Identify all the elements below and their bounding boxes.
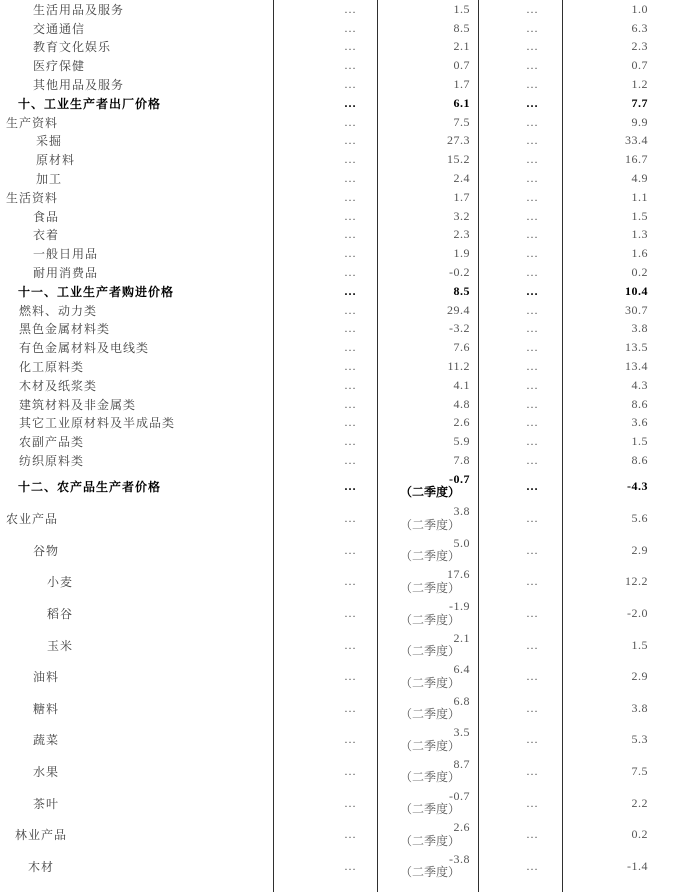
ellipsis-cell-2: …: [526, 39, 538, 54]
value-number: 3.5: [453, 725, 470, 740]
value-cell-2: 2.2: [631, 795, 648, 810]
row-label: 耐用消费品: [33, 266, 99, 281]
ellipsis-cell-1: …: [344, 265, 356, 280]
table-row: [0, 357, 678, 376]
row-label: 一般日用品: [33, 247, 99, 262]
row-label: 采掘: [36, 134, 63, 149]
ellipsis-cell-1: …: [344, 321, 356, 336]
table-row: [0, 113, 678, 132]
value-cell-2: 5.6: [631, 511, 648, 526]
value-number: 2.6: [453, 820, 470, 835]
ellipsis-cell-2: …: [526, 302, 538, 317]
value-cell-1: 8.5: [453, 283, 470, 298]
value-cell-1: [377, 756, 478, 788]
value-cell-2: 16.7: [625, 152, 648, 167]
value-cell-2: 2.9: [631, 669, 648, 684]
ellipsis-cell-2: …: [526, 321, 538, 336]
ellipsis-cell-2: …: [526, 152, 538, 167]
table-row: [0, 850, 678, 882]
value-cell-1: 27.3: [447, 133, 470, 148]
ellipsis-cell-1: …: [344, 795, 356, 810]
row-label: 林业产品: [15, 828, 68, 843]
row-label: 木材: [28, 859, 55, 874]
value-cell-1: 6.1: [453, 95, 470, 110]
table-row: [0, 819, 678, 851]
row-label: 有色金属材料及电线类: [19, 341, 150, 356]
table-row: [0, 338, 678, 357]
ellipsis-cell-1: …: [344, 58, 356, 73]
ellipsis-cell-2: …: [526, 669, 538, 684]
value-cell-1: 7.6: [453, 340, 470, 355]
row-label: 其它工业原材料及半成品类: [19, 416, 176, 431]
value-cell-2: 7.5: [631, 763, 648, 778]
table-row: [0, 19, 678, 38]
ellipsis-cell-2: …: [526, 606, 538, 620]
row-label: 十一、工业生产者购进价格: [18, 284, 175, 299]
value-cell-2: 5.3: [631, 732, 648, 747]
table-row: [0, 756, 678, 788]
ellipsis-cell-2: …: [526, 340, 538, 355]
ellipsis-cell-1: …: [344, 171, 356, 186]
ellipsis-cell-2: …: [526, 542, 538, 557]
row-label: 油料: [33, 670, 60, 685]
value-cell-2: -2.0: [627, 606, 648, 620]
row-label: 十、工业生产者出厂价格: [18, 96, 162, 111]
ellipsis-cell-2: …: [526, 208, 538, 223]
table-row: [0, 661, 678, 693]
quarter-note: （二季度）: [399, 612, 460, 627]
ellipsis-cell-1: …: [344, 208, 356, 223]
ellipsis-cell-2: …: [526, 189, 538, 204]
value-cell-2: 13.4: [625, 359, 648, 374]
value-cell-1: 7.8: [453, 453, 470, 468]
quarter-note: （二季度）: [399, 580, 460, 595]
ellipsis-cell-2: …: [526, 265, 538, 280]
quarter-note: （二季度）: [399, 865, 460, 880]
value-cell-1: 2.6: [453, 415, 470, 430]
value-cell-2: 33.4: [625, 133, 648, 148]
value-cell-2: 0.2: [631, 827, 648, 842]
ellipsis-cell-1: …: [344, 114, 356, 129]
value-cell-2: 0.2: [631, 265, 648, 280]
value-cell-1: 15.2: [447, 152, 470, 167]
value-number: 6.4: [453, 662, 470, 677]
value-cell-2: 1.5: [631, 434, 648, 449]
table-row: [0, 226, 678, 245]
ellipsis-cell-2: …: [526, 246, 538, 261]
value-number: 5.0: [453, 535, 470, 550]
ellipsis-cell-1: …: [344, 246, 356, 261]
value-cell-2: 10.4: [625, 283, 648, 298]
value-cell-2: 4.9: [631, 171, 648, 186]
column-divider-2: [377, 0, 378, 892]
value-number: 2.1: [453, 630, 470, 645]
value-cell-1: 8.5: [453, 20, 470, 35]
value-cell-1: [377, 850, 478, 882]
row-label: 其他用品及服务: [33, 78, 125, 93]
value-cell-1: [377, 503, 478, 535]
value-number: -0.7: [449, 788, 470, 803]
value-number: 6.8: [453, 693, 470, 708]
row-label: 糖料: [33, 701, 60, 716]
value-cell-2: 1.3: [631, 227, 648, 242]
value-number: -1.9: [449, 599, 470, 613]
table-row: [0, 150, 678, 169]
row-label: 生活资料: [6, 190, 59, 205]
table-row: [0, 724, 678, 756]
ellipsis-cell-2: …: [526, 415, 538, 430]
row-label: 十二、农产品生产者价格: [18, 479, 162, 494]
value-cell-1: 0.7: [453, 58, 470, 73]
ellipsis-cell-2: …: [526, 95, 538, 110]
value-cell-1: 1.7: [453, 189, 470, 204]
value-cell-2: 2.9: [631, 542, 648, 557]
quarter-note: （二季度）: [399, 675, 460, 690]
value-cell-1: 1.5: [453, 1, 470, 16]
row-label: 黑色金属材料类: [19, 322, 111, 337]
value-cell-2: 8.6: [631, 396, 648, 411]
ellipsis-cell-1: …: [344, 377, 356, 392]
ellipsis-cell-1: …: [344, 858, 356, 873]
value-cell-1: 2.1: [453, 39, 470, 54]
ellipsis-cell-1: …: [344, 669, 356, 684]
ellipsis-cell-1: …: [344, 542, 356, 557]
ellipsis-cell-2: …: [526, 114, 538, 129]
ellipsis-cell-1: …: [344, 732, 356, 747]
ellipsis-cell-1: …: [344, 359, 356, 374]
table-row: [0, 535, 678, 567]
column-divider-3: [478, 0, 479, 892]
quarter-note: （二季度）: [399, 802, 460, 817]
table-row: [0, 244, 678, 263]
ellipsis-cell-1: …: [344, 700, 356, 715]
quarter-note: （二季度）: [399, 485, 460, 500]
table-row: [0, 169, 678, 188]
value-cell-2: 3.8: [631, 321, 648, 336]
value-cell-1: [377, 787, 478, 819]
value-cell-2: 3.8: [631, 700, 648, 715]
value-cell-2: 13.5: [625, 340, 648, 355]
value-cell-1: 3.2: [453, 208, 470, 223]
table-row: [0, 470, 678, 503]
value-number: 3.8: [453, 504, 470, 519]
row-label: 建筑材料及非金属类: [19, 397, 137, 412]
table-row: [0, 692, 678, 724]
ellipsis-cell-2: …: [526, 20, 538, 35]
table-row: [0, 56, 678, 75]
ellipsis-cell-1: …: [344, 152, 356, 167]
table-row: [0, 301, 678, 320]
row-label: 玉米: [47, 638, 74, 653]
row-label: 纺织原料类: [19, 454, 85, 469]
value-cell-2: 3.6: [631, 415, 648, 430]
table-row: [0, 38, 678, 57]
quarter-note: （二季度）: [399, 707, 460, 722]
ellipsis-cell-1: …: [344, 637, 356, 652]
value-cell-2: 30.7: [625, 302, 648, 317]
ellipsis-cell-2: …: [526, 858, 538, 873]
row-label: 加工: [36, 172, 63, 187]
row-label: 蔬菜: [33, 733, 60, 748]
quarter-note: （二季度）: [399, 517, 460, 532]
value-number: 17.6: [447, 567, 470, 582]
table-row: [0, 75, 678, 94]
ellipsis-cell-2: …: [526, 377, 538, 392]
value-cell-2: 2.3: [631, 39, 648, 54]
ellipsis-cell-2: …: [526, 637, 538, 652]
value-cell-2: 6.3: [631, 20, 648, 35]
table-row: [0, 451, 678, 470]
value-cell-1: 11.2: [447, 359, 470, 374]
table-row: [0, 188, 678, 207]
table-row: [0, 320, 678, 339]
ellipsis-cell-2: …: [526, 732, 538, 747]
ellipsis-cell-1: …: [344, 763, 356, 778]
ellipsis-cell-2: …: [526, 763, 538, 778]
value-cell-1: [377, 819, 478, 851]
ellipsis-cell-1: …: [344, 302, 356, 317]
row-label: 水果: [33, 764, 60, 779]
ellipsis-cell-2: …: [526, 283, 538, 298]
ellipsis-cell-1: …: [344, 133, 356, 148]
quarter-note: （二季度）: [399, 644, 460, 659]
table-row: [0, 395, 678, 414]
row-label: 交通通信: [33, 21, 86, 36]
row-label: 原材料: [36, 153, 76, 168]
row-label: 生产资料: [6, 115, 59, 130]
table-row: [0, 94, 678, 113]
row-label: 农副产品类: [19, 435, 85, 450]
ellipsis-cell-2: …: [526, 133, 538, 148]
ellipsis-cell-1: …: [344, 511, 356, 526]
table-row: [0, 132, 678, 151]
value-cell-1: 2.3: [453, 227, 470, 242]
ellipsis-cell-1: …: [344, 574, 356, 589]
ellipsis-cell-1: …: [344, 283, 356, 298]
table-row: [0, 598, 678, 630]
ellipsis-cell-1: …: [344, 434, 356, 449]
value-cell-1: 29.4: [447, 302, 470, 317]
ellipsis-cell-2: …: [526, 700, 538, 715]
row-label: 医疗保健: [33, 59, 86, 74]
ellipsis-cell-2: …: [526, 434, 538, 449]
ellipsis-cell-1: …: [344, 606, 356, 620]
table-row: [0, 503, 678, 535]
column-divider-4: [562, 0, 563, 892]
ellipsis-cell-1: …: [344, 95, 356, 110]
value-cell-2: 7.7: [631, 95, 648, 110]
quarter-note: （二季度）: [399, 770, 460, 785]
row-label: 木材及纸浆类: [19, 378, 98, 393]
row-label: 农业产品: [6, 512, 59, 527]
table-row: [0, 414, 678, 433]
ellipsis-cell-1: …: [344, 415, 356, 430]
ellipsis-cell-2: …: [526, 827, 538, 842]
ellipsis-cell-1: …: [344, 1, 356, 16]
value-cell-1: 1.7: [453, 77, 470, 92]
value-number: -0.7: [449, 471, 470, 486]
value-cell-2: 1.2: [631, 77, 648, 92]
quarter-note: （二季度）: [399, 833, 460, 848]
row-label: 稻谷: [47, 607, 74, 621]
ellipsis-cell-1: …: [344, 227, 356, 242]
ellipsis-cell-2: …: [526, 478, 538, 493]
value-cell-1: [377, 470, 478, 503]
ellipsis-cell-2: …: [526, 77, 538, 92]
row-label: 燃料、动力类: [19, 303, 98, 318]
table-row: [0, 629, 678, 661]
row-label: 食品: [33, 209, 60, 224]
value-cell-1: [377, 661, 478, 693]
table-row: [0, 376, 678, 395]
value-cell-1: 4.1: [453, 377, 470, 392]
quarter-note: （二季度）: [399, 738, 460, 753]
ellipsis-cell-1: …: [344, 77, 356, 92]
row-label: 教育文化娱乐: [33, 40, 112, 55]
table-row: [0, 263, 678, 282]
value-cell-1: -3.2: [449, 321, 470, 336]
quarter-note: （二季度）: [399, 549, 460, 564]
ellipsis-cell-1: …: [344, 478, 356, 493]
value-cell-1: -0.2: [449, 265, 470, 280]
table-row: [0, 282, 678, 301]
value-cell-2: -4.3: [627, 478, 648, 493]
value-cell-1: 2.4: [453, 171, 470, 186]
value-cell-2: 1.5: [631, 637, 648, 652]
value-cell-2: 4.3: [631, 377, 648, 392]
value-cell-1: [377, 629, 478, 661]
value-cell-1: 4.8: [453, 396, 470, 411]
ellipsis-cell-2: …: [526, 574, 538, 589]
table-row: [0, 432, 678, 451]
value-cell-2: 1.1: [631, 189, 648, 204]
row-label: 生活用品及服务: [33, 2, 125, 17]
ellipsis-cell-1: …: [344, 340, 356, 355]
value-cell-1: [377, 535, 478, 567]
value-cell-2: 1.5: [631, 208, 648, 223]
ellipsis-cell-2: …: [526, 396, 538, 411]
value-cell-2: 1.0: [631, 1, 648, 16]
ellipsis-cell-2: …: [526, 1, 538, 16]
value-number: -3.8: [449, 851, 470, 866]
ellipsis-cell-1: …: [344, 20, 356, 35]
value-number: 8.7: [453, 756, 470, 771]
ellipsis-cell-1: …: [344, 453, 356, 468]
table-row: [0, 787, 678, 819]
row-label: 茶叶: [33, 796, 60, 811]
ellipsis-cell-2: …: [526, 453, 538, 468]
table-row: [0, 207, 678, 226]
row-label: 衣着: [33, 228, 60, 243]
ellipsis-cell-2: …: [526, 58, 538, 73]
value-cell-1: [377, 724, 478, 756]
value-cell-2: 0.7: [631, 58, 648, 73]
value-cell-1: 7.5: [453, 114, 470, 129]
value-cell-1: 1.9: [453, 246, 470, 261]
ellipsis-cell-1: …: [344, 827, 356, 842]
row-label: 谷物: [33, 543, 60, 558]
value-cell-2: -1.4: [627, 858, 648, 873]
value-cell-1: 5.9: [453, 434, 470, 449]
ellipsis-cell-1: …: [344, 39, 356, 54]
value-cell-2: 12.2: [625, 574, 648, 589]
row-label: 小麦: [47, 575, 74, 590]
value-cell-1: [377, 566, 478, 598]
ellipsis-cell-2: …: [526, 227, 538, 242]
ellipsis-cell-2: …: [526, 795, 538, 810]
value-cell-1: [377, 692, 478, 724]
value-cell-2: 8.6: [631, 453, 648, 468]
ellipsis-cell-2: …: [526, 511, 538, 526]
column-divider-1: [273, 0, 274, 892]
value-cell-2: 9.9: [631, 114, 648, 129]
value-cell-1: [377, 598, 478, 630]
table-row: [0, 0, 678, 19]
row-label: 化工原料类: [19, 360, 85, 375]
value-cell-2: 1.6: [631, 246, 648, 261]
ellipsis-cell-1: …: [344, 189, 356, 204]
ellipsis-cell-1: …: [344, 396, 356, 411]
ellipsis-cell-2: …: [526, 359, 538, 374]
ellipsis-cell-2: …: [526, 171, 538, 186]
table-row: [0, 566, 678, 598]
